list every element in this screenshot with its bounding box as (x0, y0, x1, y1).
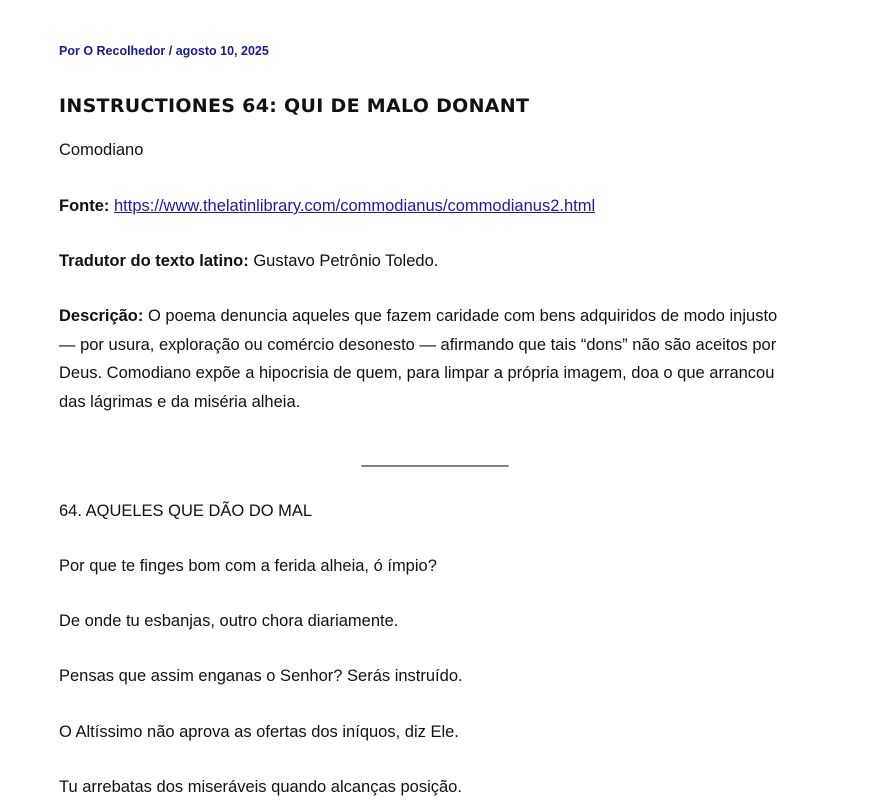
description-text-3: Deus. Comodiano expõe a hipocrisia de quem, para limpar a própria imagem, doa o que arrancou (59, 364, 775, 382)
description-paragraph (59, 302, 777, 416)
author-link[interactable]: O Recolhedor (83, 44, 166, 58)
post-title: INSTRUCTIONES 64: QUI DE MALO DONANT (59, 95, 530, 117)
section-divider: ________________ (361, 449, 509, 467)
description-text-4: das lágrimas e da miséria alheia. (59, 392, 301, 411)
verse-line: O Altíssimo não aprova as ofertas dos iníquos, diz Ele. (59, 723, 459, 741)
description-line (59, 302, 777, 331)
translator-name: Gustavo Petrônio Toledo. (253, 252, 439, 270)
section-heading: 64. AQUELES QUE DÃO DO MAL (59, 502, 313, 520)
translator-label: Tradutor do texto latino: (59, 252, 249, 270)
date-link[interactable]: agosto 10, 2025 (175, 44, 269, 58)
source-link[interactable]: https://www.thelatinlibrary.com/commodianus/commodianus2.html (114, 197, 596, 215)
author-prefix: Por (59, 44, 84, 58)
description-text-2: — por usura, exploração ou comércio desonesto — afirmando que tais “dons” não são aceitos por (59, 335, 777, 354)
source-label: Fonte: (59, 197, 110, 215)
verse-line: Por que te finges bom com a ferida alheia, ó ímpio? (59, 557, 437, 575)
verse-line: De onde tu esbanjas, outro chora diariamente. (59, 612, 399, 630)
verse-line: Pensas que assim enganas o Senhor? Serás instruído. (59, 667, 463, 685)
post-meta (59, 44, 269, 58)
description-text-1: O poema denuncia aqueles que fazem caridade com bens adquiridos de modo injusto (147, 307, 778, 325)
author-line: Comodiano (59, 141, 144, 159)
meta-separator: / (165, 44, 176, 58)
source-paragraph (59, 192, 595, 221)
translator-paragraph (59, 247, 438, 276)
description-label: Descrição: (59, 307, 144, 325)
verse-line: Tu arrebatas dos miseráveis quando alcanças posição. (59, 778, 462, 796)
